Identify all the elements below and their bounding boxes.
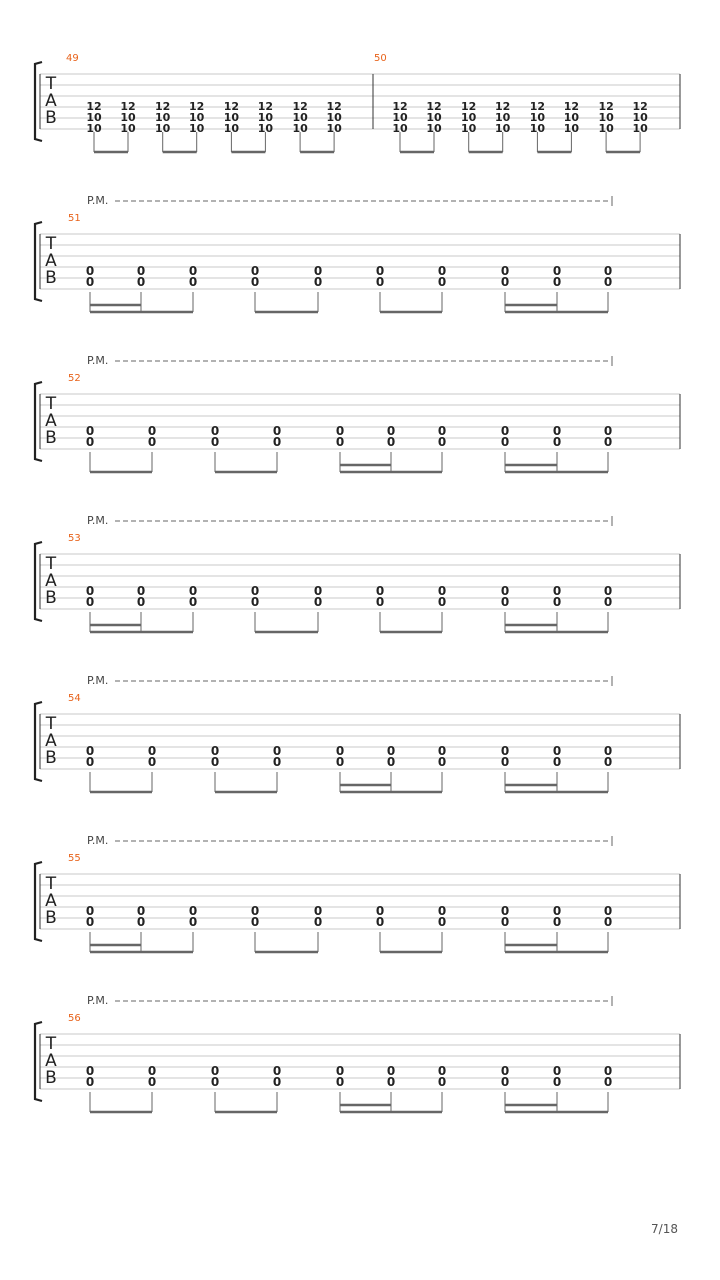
fret-number: 10 — [632, 122, 648, 135]
fret-number: 0 — [386, 424, 396, 438]
tab-clef-letter: A — [45, 91, 57, 111]
measure-number: 56 — [68, 1013, 81, 1024]
fret-number: 0 — [136, 584, 146, 598]
fret-number: 0 — [437, 915, 447, 929]
fret-number: 12 — [392, 100, 408, 113]
fret-number: 0 — [603, 1075, 613, 1089]
fret-number: 0 — [210, 755, 220, 769]
fret-number: 0 — [437, 595, 447, 609]
fret-number: 0 — [437, 904, 447, 918]
fret-number: 0 — [335, 1064, 345, 1078]
fret-number: 0 — [136, 904, 146, 918]
tab-clef-letter: T — [45, 554, 57, 574]
fret-number: 0 — [147, 1064, 157, 1078]
fret-number: 10 — [392, 111, 408, 124]
fret-number: 10 — [392, 122, 408, 135]
tab-clef-letter: B — [45, 748, 57, 768]
fret-number: 0 — [386, 1075, 396, 1089]
fret-number: 0 — [500, 744, 510, 758]
fret-number: 10 — [461, 111, 477, 124]
fret-number: 0 — [210, 424, 220, 438]
fret-number: 10 — [461, 122, 477, 135]
fret-number: 0 — [603, 435, 613, 449]
fret-number: 0 — [188, 584, 198, 598]
fret-number: 0 — [375, 264, 385, 278]
tab-clef-letter: T — [45, 1034, 57, 1054]
fret-number: 0 — [85, 755, 95, 769]
fret-number: 0 — [603, 275, 613, 289]
fret-number: 10 — [326, 111, 342, 124]
fret-number: 0 — [603, 264, 613, 278]
palm-mute-label: P.M. — [87, 194, 109, 207]
fret-number: 0 — [250, 264, 260, 278]
fret-number: 0 — [437, 755, 447, 769]
measure-number: 52 — [68, 373, 81, 384]
fret-number: 0 — [136, 915, 146, 929]
fret-number: 0 — [500, 904, 510, 918]
fret-number: 0 — [552, 584, 562, 598]
tab-clef-letter: A — [45, 891, 57, 911]
fret-number: 12 — [189, 100, 205, 113]
fret-number: 10 — [86, 111, 102, 124]
fret-number: 12 — [292, 100, 308, 113]
fret-number: 0 — [552, 1075, 562, 1089]
fret-number: 0 — [188, 264, 198, 278]
fret-number: 0 — [250, 584, 260, 598]
page-number: 7/18 — [651, 1222, 678, 1236]
tab-clef-letter: T — [45, 234, 57, 254]
fret-number: 0 — [136, 595, 146, 609]
fret-number: 0 — [188, 915, 198, 929]
fret-number: 10 — [563, 111, 580, 124]
measure-number: 54 — [68, 693, 81, 704]
fret-number: 10 — [292, 122, 308, 135]
fret-number: 0 — [552, 915, 562, 929]
fret-number: 0 — [250, 275, 260, 289]
fret-number: 0 — [500, 264, 510, 278]
fret-number: 10 — [598, 122, 614, 135]
fret-number: 0 — [188, 595, 198, 609]
fret-number: 0 — [136, 275, 146, 289]
measure-number: 49 — [66, 53, 79, 64]
fret-number: 0 — [603, 424, 613, 438]
tab-clef-letter: B — [45, 1068, 57, 1088]
fret-number: 10 — [426, 122, 442, 135]
fret-number: 0 — [437, 584, 447, 598]
fret-number: 0 — [437, 744, 447, 758]
fret-number: 0 — [85, 595, 95, 609]
fret-number: 0 — [85, 264, 95, 278]
fret-number: 12 — [426, 100, 442, 113]
fret-number: 0 — [210, 435, 220, 449]
tab-clef-letter: T — [45, 394, 57, 414]
fret-number: 10 — [86, 122, 102, 135]
fret-number: 0 — [500, 435, 510, 449]
fret-number: 0 — [188, 904, 198, 918]
tab-clef-letter: B — [45, 108, 57, 128]
fret-number: 0 — [85, 1075, 95, 1089]
fret-number: 0 — [500, 595, 510, 609]
fret-number: 10 — [632, 111, 648, 124]
fret-number: 0 — [210, 744, 220, 758]
fret-number: 0 — [437, 435, 447, 449]
palm-mute-label: P.M. — [87, 834, 109, 847]
fret-number: 0 — [272, 1064, 282, 1078]
fret-number: 0 — [437, 275, 447, 289]
fret-number: 10 — [189, 122, 205, 135]
fret-number: 0 — [272, 744, 282, 758]
fret-number: 0 — [85, 424, 95, 438]
fret-number: 0 — [552, 264, 562, 278]
tab-clef-letter: B — [45, 268, 57, 288]
fret-number: 0 — [603, 1064, 613, 1078]
tab-clef-letter: A — [45, 731, 57, 751]
fret-number: 0 — [603, 915, 613, 929]
fret-number: 0 — [552, 275, 562, 289]
tab-clef-letter: A — [45, 251, 57, 271]
fret-number: 0 — [386, 755, 396, 769]
tab-clef-letter: T — [45, 74, 57, 94]
fret-number: 0 — [147, 755, 157, 769]
fret-number: 0 — [313, 275, 323, 289]
fret-number: 10 — [257, 122, 274, 135]
fret-number: 0 — [147, 424, 157, 438]
measure-number: 55 — [68, 853, 81, 864]
fret-number: 0 — [335, 755, 345, 769]
fret-number: 0 — [500, 1075, 510, 1089]
fret-number: 0 — [552, 755, 562, 769]
fret-number: 10 — [292, 111, 308, 124]
fret-number: 0 — [500, 424, 510, 438]
tab-clef-letter: B — [45, 908, 57, 928]
fret-number: 0 — [147, 744, 157, 758]
fret-number: 10 — [495, 111, 511, 124]
fret-number: 0 — [313, 584, 323, 598]
fret-number: 0 — [603, 755, 613, 769]
fret-number: 0 — [335, 435, 345, 449]
fret-number: 10 — [189, 111, 205, 124]
fret-number: 12 — [598, 100, 614, 113]
fret-number: 12 — [155, 100, 171, 113]
fret-number: 0 — [313, 915, 323, 929]
fret-number: 0 — [603, 584, 613, 598]
fret-number: 0 — [500, 584, 510, 598]
fret-number: 0 — [375, 915, 385, 929]
fret-number: 0 — [188, 275, 198, 289]
tab-clef-letter: T — [45, 874, 57, 894]
fret-number: 0 — [85, 435, 95, 449]
fret-number: 12 — [120, 100, 136, 113]
tab-clef-letter: A — [45, 571, 57, 591]
fret-number: 0 — [552, 424, 562, 438]
measure-number: 53 — [68, 533, 81, 544]
fret-number: 10 — [495, 122, 511, 135]
fret-number: 10 — [223, 111, 240, 124]
fret-number: 0 — [500, 1064, 510, 1078]
fret-number: 0 — [375, 275, 385, 289]
fret-number: 0 — [437, 424, 447, 438]
measure-number: 51 — [68, 213, 81, 224]
fret-number: 0 — [437, 1064, 447, 1078]
fret-number: 0 — [500, 755, 510, 769]
fret-number: 10 — [223, 122, 240, 135]
palm-mute-label: P.M. — [87, 514, 109, 527]
fret-number: 0 — [272, 1075, 282, 1089]
palm-mute-label: P.M. — [87, 994, 109, 1007]
fret-number: 0 — [85, 915, 95, 929]
fret-number: 0 — [272, 435, 282, 449]
fret-number: 0 — [437, 1075, 447, 1089]
fret-number: 10 — [326, 122, 342, 135]
fret-number: 0 — [552, 744, 562, 758]
fret-number: 10 — [563, 122, 580, 135]
fret-number: 10 — [120, 111, 136, 124]
fret-number: 0 — [375, 595, 385, 609]
tab-clef-letter: T — [45, 714, 57, 734]
fret-number: 10 — [155, 111, 171, 124]
fret-number: 0 — [147, 1075, 157, 1089]
fret-number: 0 — [313, 264, 323, 278]
measure-number: 50 — [374, 53, 387, 64]
fret-number: 0 — [552, 595, 562, 609]
fret-number: 12 — [495, 100, 511, 113]
fret-number: 0 — [250, 915, 260, 929]
fret-number: 0 — [136, 264, 146, 278]
fret-number: 0 — [375, 584, 385, 598]
fret-number: 0 — [386, 744, 396, 758]
fret-number: 0 — [85, 744, 95, 758]
tab-clef-letter: A — [45, 1051, 57, 1071]
fret-number: 10 — [529, 122, 546, 135]
fret-number: 0 — [85, 584, 95, 598]
fret-number: 0 — [272, 755, 282, 769]
tab-clef-letter: B — [45, 588, 57, 608]
fret-number: 12 — [563, 100, 580, 113]
fret-number: 0 — [335, 744, 345, 758]
tab-clef-letter: B — [45, 428, 57, 448]
fret-number: 0 — [85, 904, 95, 918]
fret-number: 0 — [313, 595, 323, 609]
fret-number: 0 — [272, 424, 282, 438]
fret-number: 10 — [529, 111, 546, 124]
tab-clef-letter: A — [45, 411, 57, 431]
fret-number: 12 — [326, 100, 342, 113]
fret-number: 0 — [437, 264, 447, 278]
fret-number: 12 — [632, 100, 648, 113]
fret-number: 0 — [603, 744, 613, 758]
palm-mute-label: P.M. — [87, 674, 109, 687]
fret-number: 0 — [375, 904, 385, 918]
fret-number: 0 — [603, 595, 613, 609]
fret-number: 0 — [386, 1064, 396, 1078]
palm-mute-label: P.M. — [87, 354, 109, 367]
fret-number: 0 — [147, 435, 157, 449]
fret-number: 0 — [500, 915, 510, 929]
fret-number: 0 — [500, 275, 510, 289]
fret-number: 10 — [155, 122, 171, 135]
fret-number: 0 — [85, 1064, 95, 1078]
fret-number: 0 — [210, 1075, 220, 1089]
fret-number: 0 — [552, 904, 562, 918]
fret-number: 0 — [335, 1075, 345, 1089]
fret-number: 0 — [313, 904, 323, 918]
fret-number: 0 — [210, 1064, 220, 1078]
fret-number: 0 — [335, 424, 345, 438]
fret-number: 12 — [529, 100, 546, 113]
fret-number: 0 — [603, 904, 613, 918]
fret-number: 12 — [257, 100, 274, 113]
fret-number: 10 — [598, 111, 614, 124]
fret-number: 12 — [461, 100, 477, 113]
fret-number: 12 — [223, 100, 240, 113]
fret-number: 0 — [85, 275, 95, 289]
fret-number: 0 — [552, 1064, 562, 1078]
fret-number: 10 — [426, 111, 442, 124]
fret-number: 0 — [250, 595, 260, 609]
fret-number: 12 — [86, 100, 102, 113]
fret-number: 0 — [386, 435, 396, 449]
fret-number: 10 — [120, 122, 136, 135]
fret-number: 0 — [250, 904, 260, 918]
fret-number: 10 — [257, 111, 274, 124]
fret-number: 0 — [552, 435, 562, 449]
